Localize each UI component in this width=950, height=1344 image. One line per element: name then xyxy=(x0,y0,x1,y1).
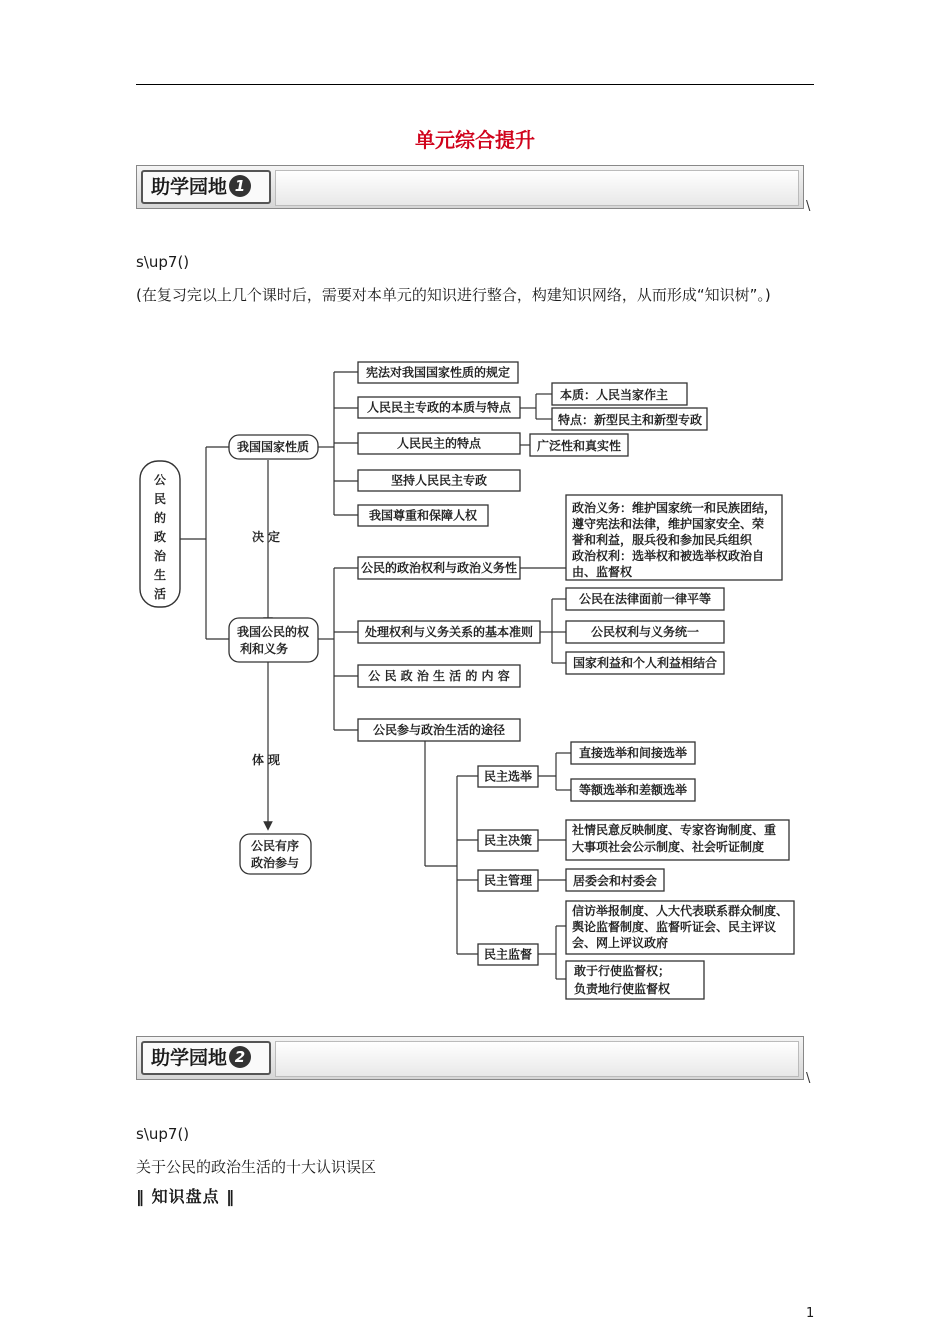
node-rights-item xyxy=(358,719,520,741)
duty-line: 政治义务：维护国家统一和民族团结， xyxy=(572,501,777,515)
svg-text:利和义务: 利和义务 xyxy=(239,642,289,656)
supervision-line: 会、网上评议政府 xyxy=(572,936,669,950)
svg-text:我国国家性质: 我国国家性质 xyxy=(236,440,310,454)
node-feature xyxy=(552,408,707,430)
node-way xyxy=(478,766,538,787)
svg-text:居委会和村委会: 居委会和村委会 xyxy=(572,874,658,888)
node-rights-item xyxy=(358,621,540,643)
section-banner-2 xyxy=(136,1036,804,1080)
node-principle xyxy=(566,652,724,674)
backslash-mark: \ xyxy=(806,1071,811,1086)
svg-text:公民在法律面前一律平等: 公民在法律面前一律平等 xyxy=(578,592,712,606)
svg-text:公民权利与义务统一: 公民权利与义务统一 xyxy=(590,625,700,639)
node-rights-duties xyxy=(229,618,318,662)
duty-line: 誉和利益，服兵役和参加民兵组织 xyxy=(572,533,753,547)
svg-text:国家利益和个人利益相结合: 国家利益和个人利益相结合 xyxy=(572,656,718,670)
number-badge: 1 xyxy=(229,175,251,197)
node-nature-item xyxy=(358,397,520,418)
svg-text:人民民主专政的本质与特点: 人民民主专政的本质与特点 xyxy=(366,400,512,415)
duty-line: 政治权利：选举权和被选举权政治自 xyxy=(572,549,765,563)
node-essence xyxy=(552,383,687,405)
node-duties-rights xyxy=(566,495,782,580)
svg-text:特点：新型民主和新型专政: 特点：新型民主和新型专政 xyxy=(558,413,703,427)
intro-paragraph: (在复习完以上几个课时后，需要对本单元的知识进行整合，构建知识网络，从而形成“知识树”。) xyxy=(136,286,771,304)
svg-text:人民民主的特点: 人民民主的特点 xyxy=(396,436,482,451)
node-way xyxy=(478,870,538,891)
decision-line: 大事项社会公示制度、社会听证制度 xyxy=(572,840,765,854)
banner-bar xyxy=(275,170,799,206)
node-nature-item xyxy=(358,470,520,491)
svg-text:宪法对我国国家性质的规定: 宪法对我国国家性质的规定 xyxy=(365,365,511,380)
knowledge-review-label: ‖ 知识盘点 ‖ xyxy=(136,1187,236,1206)
svg-text:公 民 政 治 生 活 的 内 容: 公 民 政 治 生 活 的 内 容 xyxy=(368,669,510,683)
section-banner-1 xyxy=(136,165,804,209)
node-national-nature xyxy=(229,435,318,459)
svg-text:等额选举和差额选举: 等额选举和差额选举 xyxy=(578,783,688,797)
node-decision-systems xyxy=(566,820,789,860)
svg-text:本质：人民当家作主: 本质：人民当家作主 xyxy=(560,388,669,402)
node-election xyxy=(571,779,695,801)
root-label: 公民的政治生活 xyxy=(153,473,167,601)
svg-text:我国公民的权: 我国公民的权 xyxy=(236,625,310,639)
svg-text:处理权利与义务关系的基本准则: 处理权利与义务关系的基本准则 xyxy=(364,625,534,639)
svg-text:坚持人民民主专政: 坚持人民民主专政 xyxy=(390,473,488,488)
code-line: s\up7() xyxy=(136,253,190,271)
svg-text:直接选举和间接选举: 直接选举和间接选举 xyxy=(578,746,688,760)
svg-text:民主监督: 民主监督 xyxy=(483,947,533,962)
node-way xyxy=(478,830,538,851)
svg-text:公民有序: 公民有序 xyxy=(250,839,300,853)
duty-line: 由、监督权 xyxy=(572,565,633,579)
supervision-right: 负责地行使监督权 xyxy=(574,982,671,996)
node-management xyxy=(566,869,664,891)
node-way xyxy=(478,944,538,965)
node-nature-item xyxy=(358,433,520,454)
knowledge-tree-diagram xyxy=(0,350,950,1010)
node-nature-item xyxy=(358,362,518,383)
page-title: 单元综合提升 xyxy=(415,128,535,152)
svg-text:公民的政治权利与政治义务性: 公民的政治权利与政治义务性 xyxy=(360,561,518,575)
page-number: 1 xyxy=(806,1306,815,1321)
banner-tag: 助学园地 1 xyxy=(141,170,271,204)
svg-text:政治参与: 政治参与 xyxy=(250,856,300,870)
node-principle xyxy=(566,588,724,610)
node-supervision-systems xyxy=(566,901,794,954)
duty-line: 遵守宪法和法律，维护国家安全、荣 xyxy=(572,517,765,531)
number-badge: 2 xyxy=(229,1046,251,1068)
svg-text:公民参与政治生活的途径: 公民参与政治生活的途径 xyxy=(372,723,506,737)
node-broad-real xyxy=(530,434,628,456)
label-embody: 体现 xyxy=(251,753,285,767)
node-supervision-rights xyxy=(566,961,704,999)
svg-text:民主决策: 民主决策 xyxy=(483,833,533,848)
supervision-line: 舆论监督制度、监督听证会、民主评议 xyxy=(572,920,777,934)
node-election xyxy=(571,742,695,764)
section2-heading: 关于公民的政治生活的十大认识误区 xyxy=(136,1158,377,1176)
banner-bar xyxy=(275,1041,799,1077)
node-nature-item xyxy=(358,505,488,526)
node-orderly-participation xyxy=(240,834,311,874)
node-root xyxy=(140,461,180,607)
banner-tag: 助学园地 2 xyxy=(141,1041,271,1075)
svg-text:我国尊重和保障人权: 我国尊重和保障人权 xyxy=(368,508,478,523)
svg-text:民主管理: 民主管理 xyxy=(483,873,533,888)
backslash-mark: \ xyxy=(806,199,811,214)
svg-text:民主选举: 民主选举 xyxy=(483,769,533,784)
svg-text:广泛性和真实性: 广泛性和真实性 xyxy=(536,439,622,453)
supervision-line: 信访举报制度、人大代表联系群众制度、 xyxy=(572,904,789,918)
code-line-2: s\up7() xyxy=(136,1125,190,1143)
top-rule xyxy=(136,84,814,85)
node-rights-item xyxy=(358,665,520,687)
node-rights-item xyxy=(358,557,520,579)
node-principle xyxy=(566,621,724,643)
label-decide: 决定 xyxy=(251,530,285,544)
decision-line: 社情民意反映制度、专家咨询制度、重 xyxy=(572,823,777,837)
supervision-right: 敢于行使监督权； xyxy=(574,964,671,978)
